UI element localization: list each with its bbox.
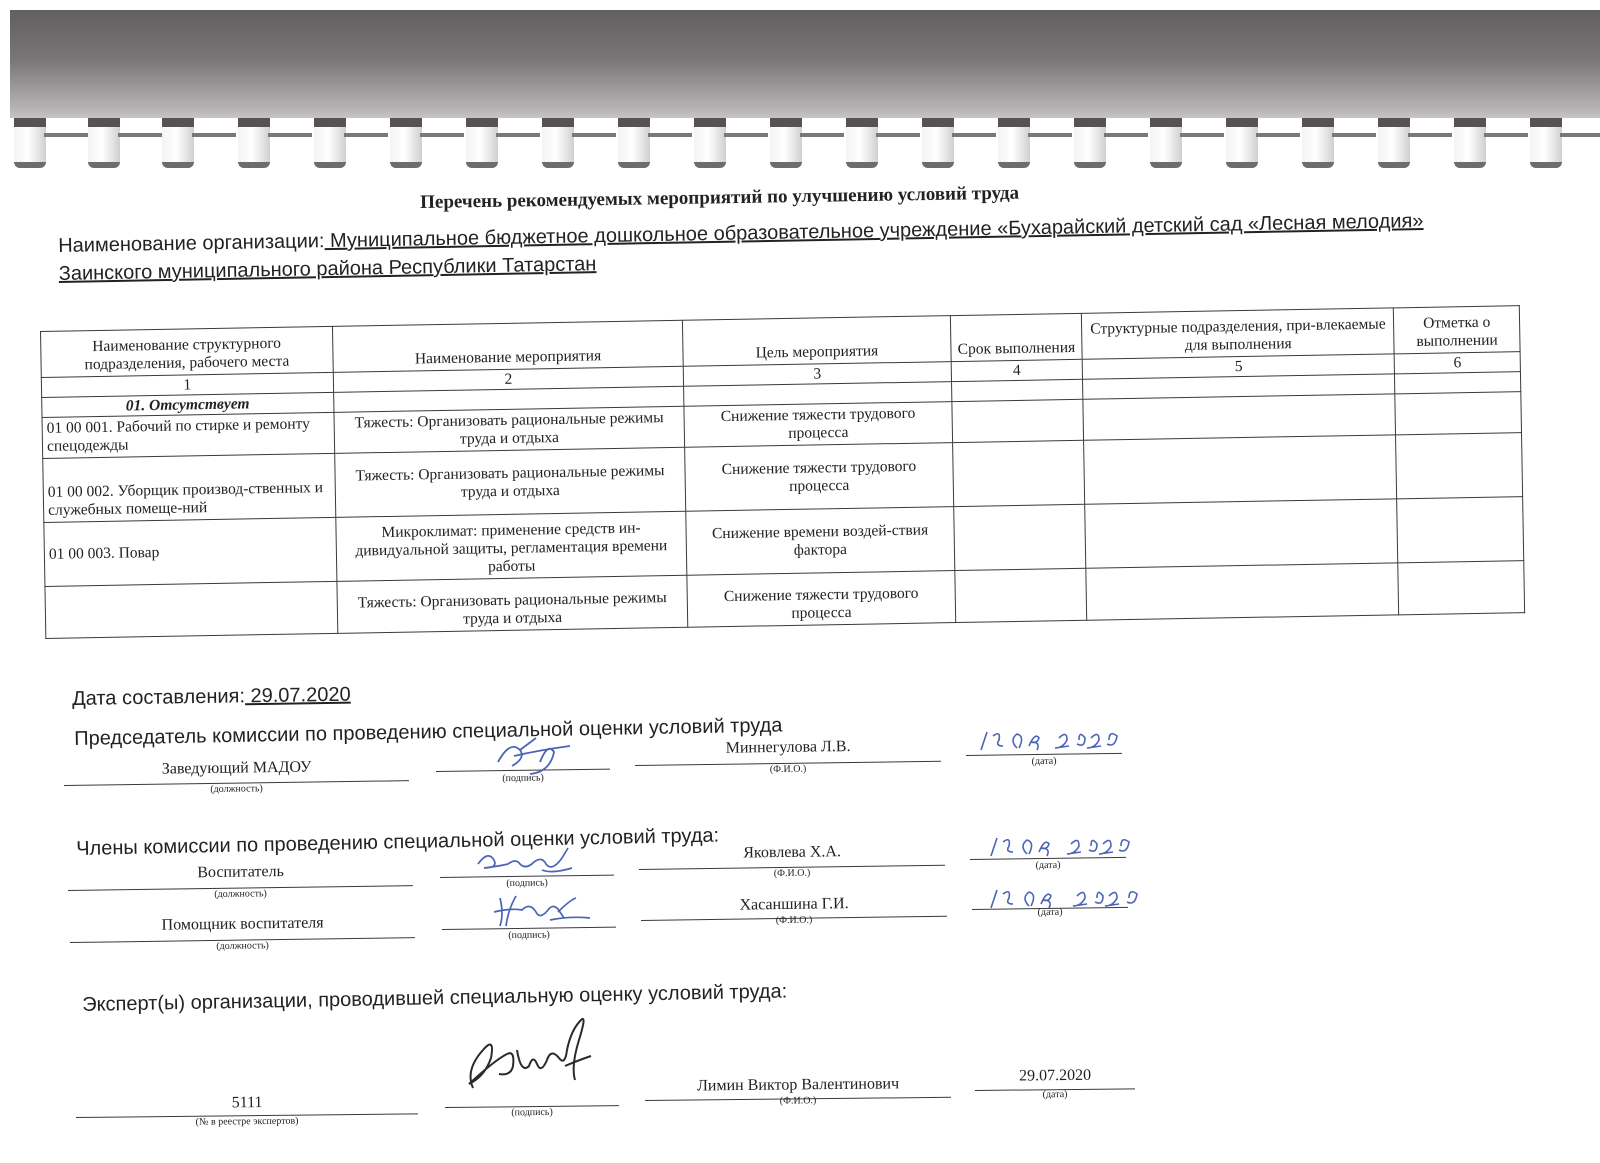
chair-heading: Председатель комиссии по проведению специальной оценки условий труда — [74, 714, 783, 750]
cell-term — [952, 399, 1084, 442]
caption-fio: (Ф.И.О.) — [769, 763, 807, 776]
caption-signature: (подпись) — [511, 1106, 553, 1119]
cell-goal: Снижение времени воздей-ствия фактора — [686, 507, 954, 576]
cell-measure: Тяжесть: Организовать рациональные режимы труда и отдыха — [334, 447, 686, 517]
column-number: 4 — [951, 359, 1083, 381]
caption-fio: (Ф.И.О.) — [773, 867, 811, 880]
header-goal: Цель мероприятия — [683, 316, 951, 367]
cell-workplace: 01 00 003. Повар — [44, 517, 337, 586]
caption-fio: (Ф.И.О.) — [775, 914, 813, 927]
column-number: 6 — [1394, 352, 1520, 374]
expert-registry-number: 5111 — [231, 1094, 263, 1112]
chair-signature — [490, 732, 590, 777]
caption-position: (должность) — [210, 783, 263, 795]
header-term: Срок выполнения — [950, 313, 1082, 361]
caption-signature: (подпись) — [508, 929, 550, 942]
organization-name-line2: Заинского муниципального района Республики Татарстан — [58, 253, 597, 285]
column-number: 5 — [1082, 354, 1394, 379]
caption-signature: (подпись) — [506, 877, 548, 890]
caption-registry: (№ в реестре экспертов) — [195, 1115, 299, 1128]
caption-date: (дата) — [1035, 859, 1061, 872]
header-mark: Отметка о выполнении — [1394, 306, 1520, 354]
group-label: 01. Отсутствует — [42, 392, 334, 417]
cell-measure: Тяжесть: Организовать рациональные режимы труда и отдыха — [337, 575, 688, 633]
column-number: 2 — [333, 366, 684, 392]
cell-mark — [1397, 497, 1524, 563]
header-workplace: Наименование структурного подразделения, рабочего места — [41, 326, 333, 377]
cell-units — [1084, 435, 1397, 504]
date-compiled-value: 29.07.2020 — [244, 683, 351, 708]
organization-name-line1: Муниципальное бюджетное дошкольное образовательное учреждение «Бухарайский детский сад «Лесная мелодия» — [324, 209, 1424, 253]
cell-goal: Снижение тяжести трудового процесса — [685, 443, 953, 512]
date-compiled — [72, 684, 351, 711]
organization-label: Наименование организации: — [58, 230, 325, 257]
member1-date-handwritten — [985, 832, 1145, 862]
expert-heading: Эксперт(ы) организации, проводившей специальную оценку условий труда: — [82, 980, 788, 1016]
cell-mark — [1395, 392, 1521, 435]
document-title: Перечень рекомендуемых мероприятий по улучшению условий труда — [420, 182, 1020, 213]
organization-block — [58, 206, 1499, 288]
cell-mark — [1396, 433, 1523, 499]
cell-goal: Снижение тяжести трудового процесса — [687, 571, 955, 628]
caption-date: (дата) — [1042, 1089, 1068, 1101]
cell-term — [953, 504, 1086, 570]
expert-signature — [455, 1010, 605, 1100]
date-compiled-label: Дата составления: — [72, 685, 246, 710]
measures-table — [40, 305, 1525, 639]
cell-measure: Микроклимат: применение средств ин-дивидуальной защиты, регламентация времени работы — [336, 511, 688, 581]
cell-goal: Снижение тяжести трудового процесса — [684, 402, 952, 448]
cell-units — [1083, 394, 1396, 440]
member2-position: Помощник воспитателя — [161, 914, 324, 934]
caption-date: (дата) — [1031, 755, 1057, 768]
member2-name: Хасаншина Г.И. — [739, 895, 849, 914]
caption-position: (должность) — [214, 888, 267, 900]
cell-term — [954, 568, 1087, 622]
expert-date: 29.07.2020 — [1018, 1066, 1092, 1085]
member1-signature — [472, 844, 582, 884]
caption-date: (дата) — [1037, 906, 1063, 919]
cell-mark — [1398, 561, 1525, 615]
chair-position: Заведующий МАДОУ — [161, 758, 312, 778]
cell-workplace: 01 00 002. Уборщик производ-ственных и служебных помеще-ний — [43, 453, 336, 522]
cell-measure: Тяжесть: Организовать рациональные режимы труда и отдыха — [334, 406, 685, 453]
member1-name: Яковлева Х.А. — [743, 843, 842, 862]
caption-signature: (подпись) — [502, 772, 544, 785]
chair-date-handwritten — [975, 726, 1130, 756]
cell-units — [1086, 563, 1399, 620]
member2-date-handwritten — [985, 884, 1155, 914]
members-heading: Члены комиссии по проведению специальной оценки условий труда: — [76, 824, 720, 860]
header-units: Структурные подразделения, при-влекаемые для выполнения — [1082, 308, 1395, 359]
cell-term — [952, 440, 1085, 506]
cell-workplace: 01 00 001. Рабочий по стирке и ремонту спецодежды — [42, 412, 334, 458]
caption-position: (должность) — [216, 940, 269, 952]
member1-position: Воспитатель — [197, 862, 284, 882]
column-number: 3 — [683, 362, 951, 387]
member2-signature — [490, 890, 600, 935]
chair-name: Миннегулова Л.В. — [725, 737, 851, 757]
column-number: 1 — [41, 372, 333, 397]
cell-workplace — [45, 581, 338, 638]
caption-fio: (Ф.И.О.) — [779, 1095, 817, 1107]
expert-name: Лимин Виктор Валентинович — [696, 1075, 900, 1095]
cell-units — [1085, 499, 1398, 568]
header-measure: Наименование мероприятия — [332, 320, 683, 372]
